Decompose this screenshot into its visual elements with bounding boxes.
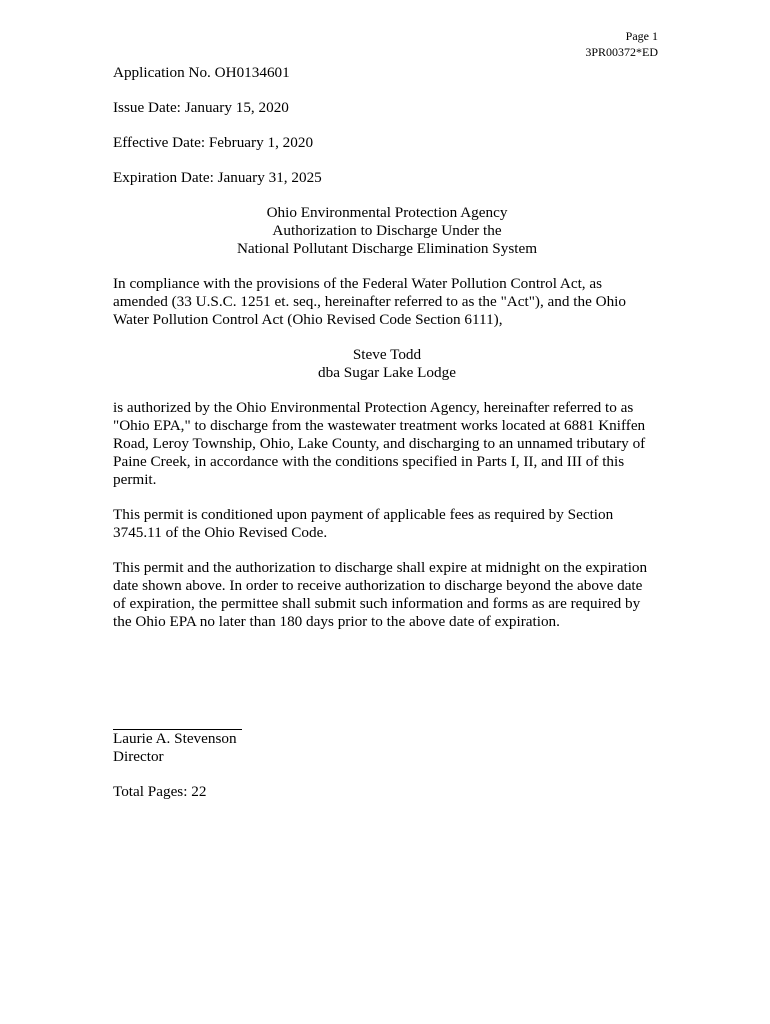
fees-line: This permit is conditioned upon payment of applicable fees as required by Section <box>113 506 614 523</box>
authorization-line: "Ohio EPA," to discharge from the wastewater treatment works located at 6881 Kniffen <box>113 417 646 434</box>
document-code: 3PR00372*ED <box>585 45 658 59</box>
authorization-line: Road, Leroy Township, Ohio, Lake County, and discharging to an unnamed tributary of <box>113 435 646 452</box>
compliance-paragraph <box>113 275 661 329</box>
expiration-paragraph <box>113 559 661 631</box>
authorization-line: permit. <box>113 471 157 488</box>
permittee-block <box>113 346 661 382</box>
title-line-agency: Ohio Environmental Protection Agency <box>266 204 508 221</box>
compliance-line: amended (33 U.S.C. 1251 et. seq., hereinafter referred to as the "Act"), and the Ohio <box>113 293 626 310</box>
expiration-line: date shown above. In order to receive authorization to discharge beyond the above date <box>113 577 643 594</box>
total-pages: Total Pages: 22 <box>113 783 207 800</box>
document-body <box>113 64 661 801</box>
compliance-line: In compliance with the provisions of the Federal Water Pollution Control Act, as <box>113 275 603 292</box>
signatory-name: Laurie A. Stevenson <box>113 730 237 747</box>
expiration-line: the Ohio EPA no later than 180 days prior to the above date of expiration. <box>113 613 560 630</box>
title-line-authorization: Authorization to Discharge Under the <box>272 222 502 239</box>
application-number: Application No. OH0134601 <box>113 64 290 81</box>
signature-block <box>113 730 661 766</box>
signatory-title: Director <box>113 748 164 765</box>
compliance-line: Water Pollution Control Act (Ohio Revised Code Section 6111), <box>113 311 503 328</box>
permittee-name: Steve Todd <box>352 346 422 363</box>
fees-paragraph <box>113 506 661 542</box>
expiration-line: of expiration, the permittee shall submit such information and forms as are required by <box>113 595 641 612</box>
expiration-date: Expiration Date: January 31, 2025 <box>113 169 322 186</box>
authorization-line: is authorized by the Ohio Environmental Protection Agency, hereinafter referred to as <box>113 399 634 416</box>
permittee-dba: dba Sugar Lake Lodge <box>318 364 456 381</box>
effective-date: Effective Date: February 1, 2020 <box>113 134 314 151</box>
document-title <box>113 204 661 258</box>
fees-line: 3745.11 of the Ohio Revised Code. <box>113 524 328 541</box>
issue-date: Issue Date: January 15, 2020 <box>113 99 289 116</box>
page-header <box>585 28 658 60</box>
page-number: Page 1 <box>625 29 658 43</box>
authorization-paragraph <box>113 399 661 489</box>
authorization-line: Paine Creek, in accordance with the conditions specified in Parts I, II, and III of this <box>113 453 625 470</box>
expiration-line: This permit and the authorization to discharge shall expire at midnight on the expiration <box>113 559 648 576</box>
title-line-npdes: National Pollutant Discharge Elimination System <box>236 240 538 257</box>
